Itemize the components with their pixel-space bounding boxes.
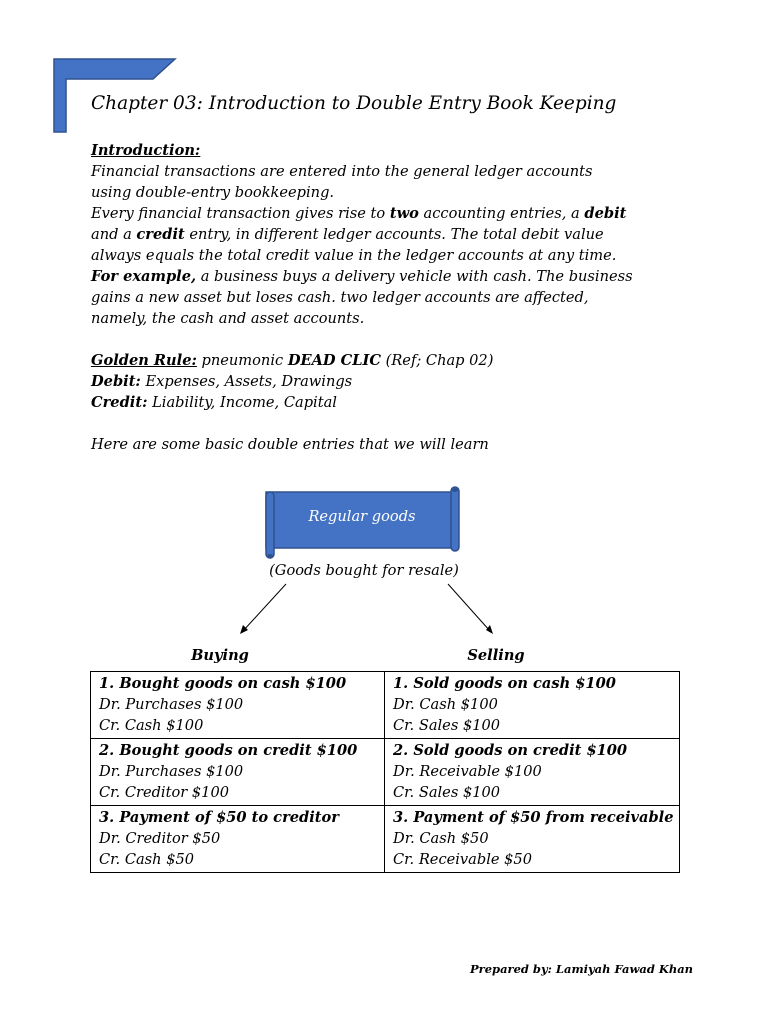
- intro-line: gains a new asset but loses cash. two ledger accounts are affected,: [91, 289, 589, 306]
- banner-label: Regular goods: [308, 508, 416, 525]
- buying-heading: Buying: [191, 647, 249, 664]
- prepared-by-footer: Prepared by: Lamiyah Fawad Khan: [470, 962, 694, 976]
- intro-line: For example, a business buys a delivery vehicle with cash. The business: [91, 268, 633, 285]
- intro-line: using double-entry bookkeeping.: [91, 184, 335, 201]
- emphasis-two: two: [389, 205, 419, 222]
- buying-entry: [91, 672, 385, 739]
- golden-rule-section: [91, 350, 681, 413]
- debit-line: Dr. Purchases $100: [99, 696, 244, 713]
- buying-entry: [91, 806, 385, 873]
- credit-line: Cr. Creditor $100: [99, 784, 230, 801]
- intro-line: namely, the cash and asset accounts.: [91, 310, 365, 327]
- arrow-to-buying: [243, 584, 286, 631]
- debit-line: Dr. Cash $50: [393, 830, 489, 847]
- debit-line: Dr. Cash $100: [393, 696, 498, 713]
- intro-line: Financial transactions are entered into the general ledger accounts: [91, 163, 593, 180]
- intro-line: Every financial transaction gives rise to two accounting entries, a debit: [91, 205, 627, 222]
- entry-title: 1. Bought goods on cash $100: [99, 675, 347, 692]
- selling-entry: [385, 672, 680, 739]
- intro-line: and a credit entry, in different ledger accounts. The total debit value: [91, 226, 604, 243]
- buying-entry: [91, 739, 385, 806]
- credit-line: Cr. Sales $100: [393, 784, 501, 801]
- emphasis-debit: debit: [584, 205, 627, 222]
- credit-rule-line: Credit: Liability, Income, Capital: [91, 394, 337, 411]
- emphasis-credit: credit: [136, 226, 185, 243]
- banner-caption: (Goods bought for resale): [269, 562, 459, 579]
- entry-title: 2. Sold goods on credit $100: [393, 742, 628, 759]
- debit-line: Dr. Receivable $100: [393, 763, 542, 780]
- debit-line: Dr. Creditor $50: [99, 830, 221, 847]
- intro-section: [91, 140, 681, 329]
- page-title: Chapter 03: Introduction to Double Entry Book Keeping: [91, 93, 617, 114]
- entry-title: 2. Bought goods on credit $100: [99, 742, 358, 759]
- entry-title: 3. Payment of $50 from receivable: [393, 809, 674, 826]
- arrow-to-selling: [448, 584, 490, 631]
- debit-line: Dr. Purchases $100: [99, 763, 244, 780]
- table-row: [91, 739, 680, 806]
- selling-entry: [385, 739, 680, 806]
- credit-line: Cr. Receivable $50: [393, 851, 533, 868]
- double-entry-table: [90, 671, 680, 873]
- emphasis-example: For example,: [91, 268, 197, 285]
- selling-entry: [385, 806, 680, 873]
- credit-line: Cr. Sales $100: [393, 717, 501, 734]
- credit-label: Credit:: [91, 394, 148, 411]
- mnemonic: DEAD CLIC: [287, 352, 381, 369]
- branch-arrows: [230, 578, 510, 640]
- entry-title: 1. Sold goods on cash $100: [393, 675, 616, 692]
- credit-line: Cr. Cash $100: [99, 717, 204, 734]
- debit-label: Debit:: [91, 373, 141, 390]
- lead-in-text: Here are some basic double entries that we will learn: [91, 436, 489, 453]
- table-row: [91, 806, 680, 873]
- debit-rule-line: Debit: Expenses, Assets, Drawings: [91, 373, 353, 390]
- entry-title: 3. Payment of $50 to creditor: [99, 809, 339, 826]
- intro-heading: Introduction:: [91, 142, 201, 159]
- table-row: [91, 672, 680, 739]
- intro-line: always equals the total credit value in the ledger accounts at any time.: [91, 247, 617, 264]
- golden-rule-label: Golden Rule:: [91, 352, 197, 369]
- golden-rule-line: Golden Rule: pneumonic DEAD CLIC (Ref; Chap 02): [91, 352, 494, 369]
- credit-line: Cr. Cash $50: [99, 851, 195, 868]
- selling-heading: Selling: [467, 647, 525, 664]
